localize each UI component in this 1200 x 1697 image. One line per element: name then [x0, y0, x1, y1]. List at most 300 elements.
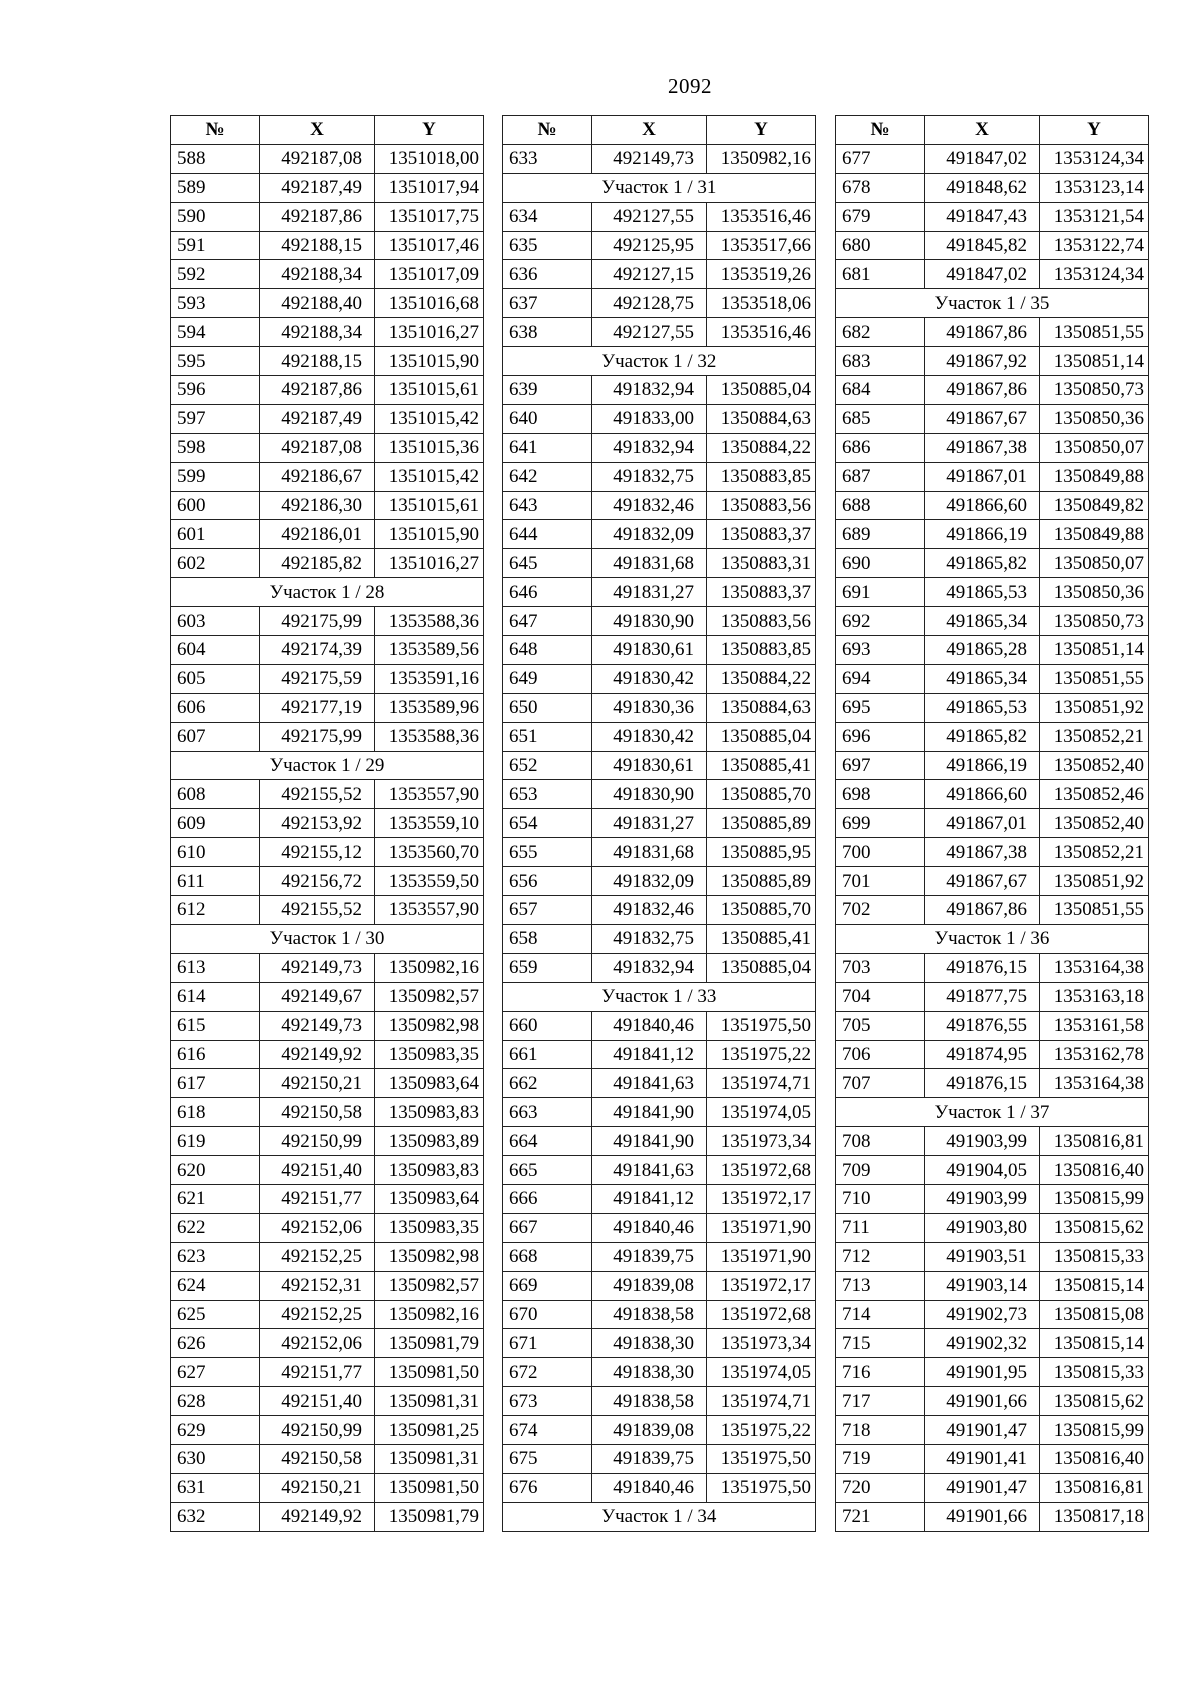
y-coordinate-cell: 1350885,41 [707, 751, 816, 780]
table-row [171, 318, 484, 347]
y-coordinate-cell: 1350983,35 [375, 1040, 484, 1069]
y-coordinate-cell: 1351016,68 [375, 289, 484, 318]
x-coordinate-cell: 492152,06 [260, 1329, 375, 1358]
y-coordinate-cell: 1350815,08 [1040, 1300, 1149, 1329]
point-number-cell: 642 [503, 462, 592, 491]
x-coordinate-cell: 491902,73 [925, 1300, 1040, 1329]
x-coordinate-cell: 491832,75 [592, 462, 707, 491]
table-row [503, 433, 816, 462]
section-title: Участок 1 / 33 [503, 982, 816, 1011]
point-number-cell: 719 [836, 1444, 925, 1473]
table-row [836, 664, 1149, 693]
x-coordinate-cell: 492188,15 [260, 347, 375, 376]
y-coordinate-cell: 1351971,90 [707, 1213, 816, 1242]
point-number-cell: 634 [503, 202, 592, 231]
table-row [171, 1473, 484, 1502]
y-coordinate-cell: 1351972,68 [707, 1156, 816, 1185]
point-number-cell: 612 [171, 896, 260, 925]
x-coordinate-cell: 491847,43 [925, 202, 1040, 231]
point-number-cell: 598 [171, 433, 260, 462]
table-row [503, 1098, 816, 1127]
point-number-cell: 615 [171, 1011, 260, 1040]
x-coordinate-cell: 492188,40 [260, 289, 375, 318]
x-coordinate-cell: 492149,92 [260, 1040, 375, 1069]
point-number-cell: 683 [836, 347, 925, 376]
x-coordinate-cell: 491877,75 [925, 982, 1040, 1011]
point-number-cell: 621 [171, 1184, 260, 1213]
point-number-cell: 625 [171, 1300, 260, 1329]
x-coordinate-cell: 491867,92 [925, 347, 1040, 376]
y-coordinate-cell: 1350885,89 [707, 867, 816, 896]
x-coordinate-cell: 491832,09 [592, 520, 707, 549]
y-coordinate-cell: 1350815,99 [1040, 1416, 1149, 1445]
table-row [503, 144, 816, 173]
table-row [503, 520, 816, 549]
x-coordinate-cell: 492175,59 [260, 664, 375, 693]
point-number-cell: 643 [503, 491, 592, 520]
x-coordinate-cell: 492156,72 [260, 867, 375, 896]
table-row [503, 1387, 816, 1416]
y-coordinate-cell: 1350883,56 [707, 491, 816, 520]
x-coordinate-cell: 491839,75 [592, 1444, 707, 1473]
point-number-cell: 694 [836, 664, 925, 693]
point-number-cell: 709 [836, 1156, 925, 1185]
table-row [171, 1213, 484, 1242]
x-coordinate-cell: 491848,62 [925, 173, 1040, 202]
table-row [836, 433, 1149, 462]
x-coordinate-cell: 492186,01 [260, 520, 375, 549]
section-row [171, 924, 484, 953]
y-coordinate-cell: 1351015,90 [375, 347, 484, 376]
point-number-cell: 629 [171, 1416, 260, 1445]
section-title: Участок 1 / 28 [171, 578, 484, 607]
x-coordinate-cell: 491903,99 [925, 1184, 1040, 1213]
point-number-cell: 600 [171, 491, 260, 520]
table-row [503, 1242, 816, 1271]
table-row [503, 809, 816, 838]
y-coordinate-cell: 1353588,36 [375, 607, 484, 636]
table-row [836, 1473, 1149, 1502]
header-x: X [592, 116, 707, 145]
y-coordinate-cell: 1350815,62 [1040, 1213, 1149, 1242]
y-coordinate-cell: 1353164,38 [1040, 953, 1149, 982]
y-coordinate-cell: 1350849,88 [1040, 520, 1149, 549]
x-coordinate-cell: 492150,99 [260, 1127, 375, 1156]
table-row [503, 1213, 816, 1242]
y-coordinate-cell: 1350852,40 [1040, 809, 1149, 838]
y-coordinate-cell: 1350815,99 [1040, 1184, 1149, 1213]
point-number-cell: 714 [836, 1300, 925, 1329]
table-row [836, 404, 1149, 433]
table-row [503, 1416, 816, 1445]
x-coordinate-cell: 491845,82 [925, 231, 1040, 260]
point-number-cell: 715 [836, 1329, 925, 1358]
table-row [836, 838, 1149, 867]
table-row [171, 1040, 484, 1069]
table-row [171, 1011, 484, 1040]
x-coordinate-cell: 492155,52 [260, 780, 375, 809]
y-coordinate-cell: 1350851,14 [1040, 636, 1149, 665]
point-number-cell: 660 [503, 1011, 592, 1040]
x-coordinate-cell: 492151,40 [260, 1156, 375, 1185]
point-number-cell: 606 [171, 693, 260, 722]
table-row [836, 953, 1149, 982]
x-coordinate-cell: 491841,12 [592, 1184, 707, 1213]
y-coordinate-cell: 1350817,18 [1040, 1502, 1149, 1531]
point-number-cell: 693 [836, 636, 925, 665]
y-coordinate-cell: 1350815,62 [1040, 1387, 1149, 1416]
point-number-cell: 652 [503, 751, 592, 780]
point-number-cell: 649 [503, 664, 592, 693]
x-coordinate-cell: 491839,08 [592, 1271, 707, 1300]
point-number-cell: 608 [171, 780, 260, 809]
table-row [171, 404, 484, 433]
point-number-cell: 687 [836, 462, 925, 491]
section-row [503, 173, 816, 202]
x-coordinate-cell: 492185,82 [260, 549, 375, 578]
header-y: Y [1040, 116, 1149, 145]
point-number-cell: 713 [836, 1271, 925, 1300]
table-row [171, 636, 484, 665]
y-coordinate-cell: 1353124,34 [1040, 260, 1149, 289]
section-title: Участок 1 / 31 [503, 173, 816, 202]
y-coordinate-cell: 1350981,31 [375, 1387, 484, 1416]
y-coordinate-cell: 1351017,46 [375, 231, 484, 260]
x-coordinate-cell: 492175,99 [260, 722, 375, 751]
x-coordinate-cell: 491865,82 [925, 722, 1040, 751]
x-coordinate-cell: 491838,58 [592, 1387, 707, 1416]
table-row [836, 1156, 1149, 1185]
x-coordinate-cell: 492187,49 [260, 173, 375, 202]
table-row [503, 1184, 816, 1213]
point-number-cell: 673 [503, 1387, 592, 1416]
x-coordinate-cell: 492128,75 [592, 289, 707, 318]
table-header-row [171, 116, 484, 145]
y-coordinate-cell: 1350983,64 [375, 1069, 484, 1098]
point-number-cell: 690 [836, 549, 925, 578]
y-coordinate-cell: 1351017,75 [375, 202, 484, 231]
x-coordinate-cell: 491901,47 [925, 1416, 1040, 1445]
x-coordinate-cell: 491830,61 [592, 751, 707, 780]
y-coordinate-cell: 1350981,25 [375, 1416, 484, 1445]
point-number-cell: 680 [836, 231, 925, 260]
point-number-cell: 647 [503, 607, 592, 636]
coordinate-table-3 [835, 115, 1149, 1532]
y-coordinate-cell: 1350851,55 [1040, 664, 1149, 693]
point-number-cell: 696 [836, 722, 925, 751]
table-row [503, 838, 816, 867]
point-number-cell: 641 [503, 433, 592, 462]
x-coordinate-cell: 491865,28 [925, 636, 1040, 665]
x-coordinate-cell: 491866,60 [925, 491, 1040, 520]
y-coordinate-cell: 1350982,98 [375, 1011, 484, 1040]
point-number-cell: 588 [171, 144, 260, 173]
point-number-cell: 603 [171, 607, 260, 636]
x-coordinate-cell: 492152,25 [260, 1300, 375, 1329]
x-coordinate-cell: 492187,08 [260, 433, 375, 462]
point-number-cell: 659 [503, 953, 592, 982]
table-row [836, 1213, 1149, 1242]
table-row [503, 953, 816, 982]
table-row [503, 1156, 816, 1185]
y-coordinate-cell: 1353516,46 [707, 318, 816, 347]
table-row [836, 202, 1149, 231]
table-row [836, 607, 1149, 636]
point-number-cell: 590 [171, 202, 260, 231]
table-row [836, 693, 1149, 722]
point-number-cell: 708 [836, 1127, 925, 1156]
point-number-cell: 633 [503, 144, 592, 173]
y-coordinate-cell: 1351975,50 [707, 1473, 816, 1502]
point-number-cell: 646 [503, 578, 592, 607]
table-row [503, 578, 816, 607]
y-coordinate-cell: 1350981,50 [375, 1473, 484, 1502]
y-coordinate-cell: 1350982,16 [707, 144, 816, 173]
section-row [836, 289, 1149, 318]
table-row [836, 1069, 1149, 1098]
point-number-cell: 700 [836, 838, 925, 867]
table-row [171, 549, 484, 578]
table-row [836, 1127, 1149, 1156]
table-row [171, 896, 484, 925]
y-coordinate-cell: 1350983,35 [375, 1213, 484, 1242]
table-row [836, 896, 1149, 925]
y-coordinate-cell: 1350816,40 [1040, 1444, 1149, 1473]
y-coordinate-cell: 1350983,64 [375, 1184, 484, 1213]
x-coordinate-cell: 491867,38 [925, 433, 1040, 462]
table-row [171, 664, 484, 693]
y-coordinate-cell: 1351972,17 [707, 1271, 816, 1300]
y-coordinate-cell: 1353518,06 [707, 289, 816, 318]
y-coordinate-cell: 1350982,16 [375, 1300, 484, 1329]
x-coordinate-cell: 492155,12 [260, 838, 375, 867]
table-row [171, 462, 484, 491]
x-coordinate-cell: 491832,94 [592, 433, 707, 462]
point-number-cell: 651 [503, 722, 592, 751]
table-row [171, 982, 484, 1011]
point-number-cell: 667 [503, 1213, 592, 1242]
y-coordinate-cell: 1350849,82 [1040, 491, 1149, 520]
table-row [503, 404, 816, 433]
x-coordinate-cell: 491847,02 [925, 144, 1040, 173]
x-coordinate-cell: 491865,82 [925, 549, 1040, 578]
table-row [503, 664, 816, 693]
table-row [171, 144, 484, 173]
y-coordinate-cell: 1350850,07 [1040, 549, 1149, 578]
x-coordinate-cell: 491832,46 [592, 491, 707, 520]
point-number-cell: 632 [171, 1502, 260, 1531]
point-number-cell: 589 [171, 173, 260, 202]
y-coordinate-cell: 1350852,40 [1040, 751, 1149, 780]
y-coordinate-cell: 1353591,16 [375, 664, 484, 693]
table-row [503, 1473, 816, 1502]
table-header-row [836, 116, 1149, 145]
point-number-cell: 665 [503, 1156, 592, 1185]
table-row [503, 1300, 816, 1329]
x-coordinate-cell: 492152,06 [260, 1213, 375, 1242]
point-number-cell: 601 [171, 520, 260, 549]
y-coordinate-cell: 1351972,17 [707, 1184, 816, 1213]
table-row [171, 1358, 484, 1387]
y-coordinate-cell: 1351975,22 [707, 1040, 816, 1069]
point-number-cell: 630 [171, 1444, 260, 1473]
table-row [503, 202, 816, 231]
y-coordinate-cell: 1353162,78 [1040, 1040, 1149, 1069]
point-number-cell: 669 [503, 1271, 592, 1300]
x-coordinate-cell: 491901,41 [925, 1444, 1040, 1473]
x-coordinate-cell: 491876,55 [925, 1011, 1040, 1040]
y-coordinate-cell: 1351975,50 [707, 1444, 816, 1473]
x-coordinate-cell: 492149,67 [260, 982, 375, 1011]
y-coordinate-cell: 1353557,90 [375, 896, 484, 925]
point-number-cell: 701 [836, 867, 925, 896]
point-number-cell: 717 [836, 1387, 925, 1416]
y-coordinate-cell: 1350883,85 [707, 462, 816, 491]
point-number-cell: 657 [503, 896, 592, 925]
x-coordinate-cell: 491830,90 [592, 607, 707, 636]
point-number-cell: 614 [171, 982, 260, 1011]
x-coordinate-cell: 492174,39 [260, 636, 375, 665]
section-row [503, 347, 816, 376]
x-coordinate-cell: 491832,94 [592, 376, 707, 405]
x-coordinate-cell: 491831,27 [592, 809, 707, 838]
x-coordinate-cell: 492186,67 [260, 462, 375, 491]
table-row [171, 231, 484, 260]
y-coordinate-cell: 1353517,66 [707, 231, 816, 260]
table-row [171, 809, 484, 838]
table-row [836, 1040, 1149, 1069]
x-coordinate-cell: 492152,31 [260, 1271, 375, 1300]
point-number-cell: 655 [503, 838, 592, 867]
point-number-cell: 704 [836, 982, 925, 1011]
point-number-cell: 637 [503, 289, 592, 318]
table-row [836, 520, 1149, 549]
table-row [503, 549, 816, 578]
header-y: Y [707, 116, 816, 145]
x-coordinate-cell: 491840,46 [592, 1213, 707, 1242]
point-number-cell: 604 [171, 636, 260, 665]
point-number-cell: 685 [836, 404, 925, 433]
point-number-cell: 663 [503, 1098, 592, 1127]
y-coordinate-cell: 1350981,31 [375, 1444, 484, 1473]
y-coordinate-cell: 1350885,04 [707, 953, 816, 982]
point-number-cell: 638 [503, 318, 592, 347]
y-coordinate-cell: 1351975,50 [707, 1011, 816, 1040]
y-coordinate-cell: 1350885,70 [707, 896, 816, 925]
y-coordinate-cell: 1351015,42 [375, 462, 484, 491]
table-row [836, 578, 1149, 607]
y-coordinate-cell: 1350815,14 [1040, 1271, 1149, 1300]
point-number-cell: 602 [171, 549, 260, 578]
point-number-cell: 636 [503, 260, 592, 289]
x-coordinate-cell: 491865,53 [925, 693, 1040, 722]
point-number-cell: 691 [836, 578, 925, 607]
point-number-cell: 592 [171, 260, 260, 289]
table-row [171, 693, 484, 722]
y-coordinate-cell: 1350885,41 [707, 924, 816, 953]
x-coordinate-cell: 491904,05 [925, 1156, 1040, 1185]
table-row [171, 173, 484, 202]
table-row [171, 376, 484, 405]
x-coordinate-cell: 491865,53 [925, 578, 1040, 607]
y-coordinate-cell: 1353122,74 [1040, 231, 1149, 260]
y-coordinate-cell: 1353516,46 [707, 202, 816, 231]
y-coordinate-cell: 1350983,89 [375, 1127, 484, 1156]
y-coordinate-cell: 1350816,40 [1040, 1156, 1149, 1185]
table-row [171, 1329, 484, 1358]
point-number-cell: 711 [836, 1213, 925, 1242]
y-coordinate-cell: 1350883,56 [707, 607, 816, 636]
table-row [171, 1098, 484, 1127]
table-row [503, 1040, 816, 1069]
point-number-cell: 591 [171, 231, 260, 260]
y-coordinate-cell: 1350885,95 [707, 838, 816, 867]
y-coordinate-cell: 1350885,70 [707, 780, 816, 809]
point-number-cell: 605 [171, 664, 260, 693]
table-row [503, 260, 816, 289]
y-coordinate-cell: 1350850,07 [1040, 433, 1149, 462]
x-coordinate-cell: 491867,67 [925, 404, 1040, 433]
x-coordinate-cell: 491876,15 [925, 953, 1040, 982]
point-number-cell: 686 [836, 433, 925, 462]
table-row [836, 982, 1149, 1011]
point-number-cell: 702 [836, 896, 925, 925]
y-coordinate-cell: 1350816,81 [1040, 1473, 1149, 1502]
point-number-cell: 703 [836, 953, 925, 982]
section-row [171, 578, 484, 607]
y-coordinate-cell: 1350849,88 [1040, 462, 1149, 491]
x-coordinate-cell: 491867,86 [925, 896, 1040, 925]
x-coordinate-cell: 491838,30 [592, 1329, 707, 1358]
point-number-cell: 610 [171, 838, 260, 867]
y-coordinate-cell: 1350885,89 [707, 809, 816, 838]
x-coordinate-cell: 491867,01 [925, 809, 1040, 838]
point-number-cell: 594 [171, 318, 260, 347]
section-row [836, 924, 1149, 953]
table-row [836, 809, 1149, 838]
table-row [836, 1387, 1149, 1416]
y-coordinate-cell: 1350851,92 [1040, 693, 1149, 722]
x-coordinate-cell: 491866,60 [925, 780, 1040, 809]
point-number-cell: 617 [171, 1069, 260, 1098]
x-coordinate-cell: 491847,02 [925, 260, 1040, 289]
section-title: Участок 1 / 35 [836, 289, 1149, 318]
header-number: № [503, 116, 592, 145]
table-row [171, 722, 484, 751]
y-coordinate-cell: 1353161,58 [1040, 1011, 1149, 1040]
x-coordinate-cell: 491867,86 [925, 318, 1040, 347]
y-coordinate-cell: 1351015,90 [375, 520, 484, 549]
table-row [503, 780, 816, 809]
table-row [836, 376, 1149, 405]
x-coordinate-cell: 491903,80 [925, 1213, 1040, 1242]
y-coordinate-cell: 1353589,96 [375, 693, 484, 722]
table-row [836, 318, 1149, 347]
table-row [836, 144, 1149, 173]
coordinate-table-2 [502, 115, 816, 1532]
table-row [503, 1271, 816, 1300]
y-coordinate-cell: 1350850,73 [1040, 607, 1149, 636]
y-coordinate-cell: 1353589,56 [375, 636, 484, 665]
x-coordinate-cell: 491865,34 [925, 607, 1040, 636]
point-number-cell: 662 [503, 1069, 592, 1098]
point-number-cell: 593 [171, 289, 260, 318]
x-coordinate-cell: 491841,90 [592, 1127, 707, 1156]
table-row [836, 1011, 1149, 1040]
point-number-cell: 616 [171, 1040, 260, 1069]
x-coordinate-cell: 491840,46 [592, 1011, 707, 1040]
x-coordinate-cell: 492187,86 [260, 202, 375, 231]
